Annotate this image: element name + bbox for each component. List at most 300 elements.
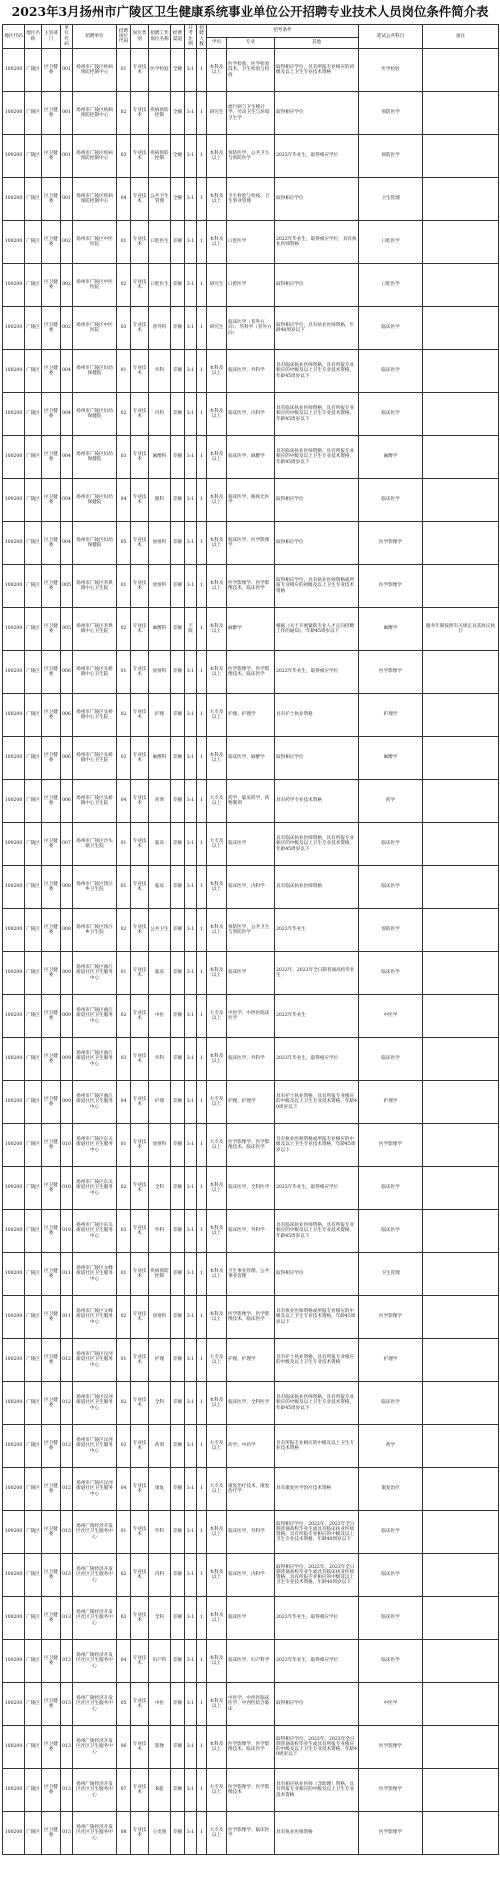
cell-major: 护理、护理学: [227, 1081, 275, 1124]
cell-unit-code: 001: [61, 178, 73, 221]
cell-exam: 医学影像学: [359, 1769, 423, 1812]
table-row: [3, 1726, 499, 1769]
cell-edu: 大专及以上: [207, 694, 227, 737]
cell-pos-code: 06: [117, 1726, 131, 1769]
cell-ratio: 3:1: [185, 221, 197, 264]
cell-dept: 区卫健委: [42, 1382, 61, 1425]
cell-exam: 麻醉学: [359, 737, 423, 780]
cell-count: 1: [197, 49, 207, 92]
cell-pos-name: 放射科: [149, 651, 171, 694]
cell-pos-cat: 专业技术: [131, 135, 149, 178]
cell-pos-cat: 专业技术: [131, 1769, 149, 1812]
cell-note: [423, 135, 499, 178]
cell-unit-name: 扬州广陵经济开发区社区卫生服务中心: [73, 1683, 117, 1726]
job-table: [2, 24, 499, 1855]
cell-note: [423, 1554, 499, 1597]
cell-area-code: 100200: [3, 479, 25, 522]
cell-count: 1: [197, 135, 207, 178]
cell-ratio: 3:1: [185, 1339, 197, 1382]
cell-dept: 区卫健委: [42, 995, 61, 1038]
cell-count: 1: [197, 436, 207, 479]
header-pos-cat: 岗位类别: [131, 25, 149, 49]
cell-count: 1: [197, 1812, 207, 1855]
header-ratio: 开考比例: [185, 25, 197, 49]
table-row: [3, 221, 499, 264]
cell-exam: 临床医学: [359, 393, 423, 436]
cell-pos-code: 01: [117, 866, 131, 909]
cell-dept: 区卫健委: [42, 307, 61, 350]
cell-area-code: 100200: [3, 823, 25, 866]
cell-unit-code: 002: [61, 264, 73, 307]
cell-ratio: 3:1: [185, 909, 197, 952]
cell-edu: 本科及以上: [207, 1683, 227, 1726]
cell-edu: 本科及以上: [207, 1597, 227, 1640]
cell-area-code: 100200: [3, 1038, 25, 1081]
cell-area-name: 广陵区: [25, 393, 42, 436]
cell-area-code: 100200: [3, 135, 25, 178]
cell-exam: 护理学: [359, 1339, 423, 1382]
cell-area-name: 广陵区: [25, 1812, 42, 1855]
cell-note: [423, 1812, 499, 1855]
cell-ratio: 3:1: [185, 651, 197, 694]
cell-exam: 临床医学: [359, 1597, 423, 1640]
cell-ratio: 3:1: [185, 1038, 197, 1081]
cell-count: 1: [197, 1511, 207, 1554]
table-row: [3, 1511, 499, 1554]
cell-pos-code: 04: [117, 780, 131, 823]
cell-pos-name: 中医: [149, 995, 171, 1038]
table-row: [3, 565, 499, 608]
cell-pos-name: 放射科: [149, 1124, 171, 1167]
cell-unit-code: 013: [61, 1812, 73, 1855]
cell-dept: 区卫健委: [42, 1124, 61, 1167]
cell-area-code: 100200: [3, 608, 25, 651]
cell-dept: 区卫健委: [42, 737, 61, 780]
cell-major: 医学影像学、医学影像技术、临床医学: [227, 1726, 275, 1769]
cell-funding: 差额: [171, 1511, 185, 1554]
cell-dept: 区卫健委: [42, 565, 61, 608]
cell-exam: 口腔医学: [359, 221, 423, 264]
cell-area-name: 广陵区: [25, 1210, 42, 1253]
cell-dept: 区卫健委: [42, 1081, 61, 1124]
cell-pos-code: 01: [117, 1339, 131, 1382]
header-conditions: 招考条件: [207, 25, 359, 38]
cell-dept: 区卫健委: [42, 952, 61, 995]
cell-area-name: 广陵区: [25, 651, 42, 694]
cell-funding: 差额: [171, 823, 185, 866]
cell-count: 1: [197, 1382, 207, 1425]
cell-count: 1: [197, 221, 207, 264]
cell-note: [423, 264, 499, 307]
cell-other: 2023年毕业生: [275, 909, 359, 952]
cell-note: [423, 1210, 499, 1253]
cell-exam: 临床医学: [359, 1382, 423, 1425]
cell-unit-code: 006: [61, 780, 73, 823]
header-area-code: 地区代码: [3, 25, 25, 49]
cell-unit-code: 004: [61, 522, 73, 565]
cell-other: 取得相应学位，2022年、2023年全日制普通高校毕业生或具有临床执业医师资格，具有所报专业相应的中级及以上卫生专业技术资格，年龄40周岁以下: [275, 1554, 359, 1597]
cell-pos-name: 疾病预防控制: [149, 92, 171, 135]
cell-ratio: 3:1: [185, 1726, 197, 1769]
cell-other: 取得相应学位，具有执业医师资格或所报专业相应的初级及以上卫生专业技术资格: [275, 565, 359, 608]
cell-exam: 临床医学: [359, 866, 423, 909]
cell-pos-code: 01: [117, 1124, 131, 1167]
cell-other: 具有护士执业资格，具有所报专业相应的中级及以上卫生专业技术资格: [275, 1339, 359, 1382]
cell-pos-name: 外科: [149, 1511, 171, 1554]
cell-ratio: 3:1: [185, 1683, 197, 1726]
cell-count: 1: [197, 1554, 207, 1597]
cell-exam: 临床医学: [359, 952, 423, 995]
cell-edu: 本科及以上: [207, 49, 227, 92]
cell-unit-code: 011: [61, 1296, 73, 1339]
cell-unit-name: 扬州广陵经济开发区社区卫生服务中心: [73, 1597, 117, 1640]
cell-count: 1: [197, 780, 207, 823]
cell-pos-code: 05: [117, 1683, 131, 1726]
cell-area-name: 广陵区: [25, 952, 42, 995]
cell-edu: 本科及以上: [207, 1253, 227, 1296]
cell-dept: 区卫健委: [42, 436, 61, 479]
cell-ratio: 3:1: [185, 92, 197, 135]
cell-pos-name: 口腔医生: [149, 221, 171, 264]
cell-note: [423, 1124, 499, 1167]
cell-pos-cat: 专业技术: [131, 608, 149, 651]
cell-note: [423, 780, 499, 823]
cell-exam: 预防医学: [359, 135, 423, 178]
cell-pos-code: 07: [117, 1769, 131, 1812]
cell-ratio: 3:1: [185, 49, 197, 92]
cell-dept: 区卫健委: [42, 1511, 61, 1554]
cell-count: 1: [197, 1124, 207, 1167]
cell-funding: 差额: [171, 995, 185, 1038]
cell-pos-name: 外科: [149, 350, 171, 393]
cell-unit-code: 013: [61, 1726, 73, 1769]
cell-count: 1: [197, 1296, 207, 1339]
cell-unit-code: 013: [61, 1769, 73, 1812]
cell-funding: 差额: [171, 565, 185, 608]
cell-area-name: 广陵区: [25, 1640, 42, 1683]
cell-ratio: 3:1: [185, 307, 197, 350]
cell-major: 临床医学: [227, 1597, 275, 1640]
cell-funding: 差额: [171, 1726, 185, 1769]
cell-unit-name: 扬州市广陵区曲江街道社区卫生服务中心: [73, 1081, 117, 1124]
cell-pos-cat: 专业技术: [131, 1812, 149, 1855]
cell-unit-name: 扬州市广陵区汶河街道社区卫生服务中心: [73, 1425, 117, 1468]
table-row: [3, 1468, 499, 1511]
cell-funding: 差额: [171, 780, 185, 823]
cell-funding: 差额: [171, 694, 185, 737]
cell-pos-code: 02: [117, 995, 131, 1038]
cell-dept: 区卫健委: [42, 49, 61, 92]
cell-area-code: 100200: [3, 1210, 25, 1253]
cell-area-name: 广陵区: [25, 49, 42, 92]
cell-dept: 区卫健委: [42, 1339, 61, 1382]
header-dept: 主管部门: [42, 25, 61, 49]
cell-area-name: 广陵区: [25, 1382, 42, 1425]
cell-unit-name: 扬州市广陵区妇幼保健院: [73, 479, 117, 522]
table-row: [3, 264, 499, 307]
cell-unit-code: 013: [61, 1511, 73, 1554]
cell-pos-code: 03: [117, 436, 131, 479]
cell-funding: 差额: [171, 952, 185, 995]
cell-major: 临床医学、麻醉学: [227, 436, 275, 479]
cell-unit-code: 006: [61, 737, 73, 780]
cell-funding: 差额: [171, 1683, 185, 1726]
cell-pos-code: 03: [117, 1210, 131, 1253]
cell-funding: 差额: [171, 1597, 185, 1640]
cell-unit-code: 007: [61, 823, 73, 866]
cell-note: [423, 1640, 499, 1683]
cell-area-code: 100200: [3, 866, 25, 909]
cell-area-name: 广陵区: [25, 135, 42, 178]
cell-count: 1: [197, 1769, 207, 1812]
cell-major: 药学、临床药学、药物制剂: [227, 780, 275, 823]
cell-area-code: 100200: [3, 1812, 25, 1855]
table-row: [3, 1038, 499, 1081]
cell-count: 1: [197, 995, 207, 1038]
cell-area-code: 100200: [3, 178, 25, 221]
cell-area-name: 广陵区: [25, 737, 42, 780]
cell-area-name: 广陵区: [25, 178, 42, 221]
cell-pos-cat: 专业技术: [131, 823, 149, 866]
cell-note: [423, 565, 499, 608]
cell-edu: 本科及以上: [207, 952, 227, 995]
cell-funding: 差额: [171, 393, 185, 436]
cell-other: 2023年毕业生，取得相应学位: [275, 1640, 359, 1683]
cell-major: 卫生事业管理、公共事业管理: [227, 1253, 275, 1296]
cell-pos-cat: 专业技术: [131, 1038, 149, 1081]
cell-note: [423, 92, 499, 135]
cell-area-code: 100200: [3, 995, 25, 1038]
cell-pos-cat: 专业技术: [131, 694, 149, 737]
cell-funding: 差额: [171, 1468, 185, 1511]
table-row: [3, 522, 499, 565]
cell-major: 临床医学、外科学: [227, 1210, 275, 1253]
cell-other: 取得相应学位: [275, 1253, 359, 1296]
cell-major: 护理、护理学: [227, 694, 275, 737]
cell-area-code: 100200: [3, 1081, 25, 1124]
cell-pos-cat: 专业技术: [131, 307, 149, 350]
cell-edu: 本科及以上: [207, 608, 227, 651]
cell-area-code: 100200: [3, 1511, 25, 1554]
cell-pos-name: 医学检验: [149, 49, 171, 92]
cell-note: [423, 479, 499, 522]
cell-other: 具有临床执业医师资格，具有所报专业相应的中级及以上卫生专业技术资格，年龄45周岁以下: [275, 1382, 359, 1425]
cell-pos-cat: 专业技术: [131, 737, 149, 780]
cell-funding: 差额: [171, 909, 185, 952]
cell-dept: 区卫健委: [42, 1468, 61, 1511]
cell-count: 1: [197, 1167, 207, 1210]
cell-edu: 本科及以上: [207, 737, 227, 780]
cell-edu: 本科及以上: [207, 651, 227, 694]
table-row: [3, 92, 499, 135]
cell-other: 取得相应学位: [275, 264, 359, 307]
cell-ratio: 3:1: [185, 178, 197, 221]
cell-unit-code: 010: [61, 1124, 73, 1167]
cell-other: 具有临床执业医师资格，具有所报专业相应的中级及以上卫生专业技术资格，年龄45周岁以下: [275, 1210, 359, 1253]
cell-ratio: 不限: [185, 608, 197, 651]
cell-funding: 差额: [171, 1425, 185, 1468]
table-row: [3, 995, 499, 1038]
cell-major: 医学影像学、临床医学: [227, 1812, 275, 1855]
cell-pos-cat: 专业技术: [131, 49, 149, 92]
cell-edu: 本科及以上: [207, 1296, 227, 1339]
cell-exam: 中医学: [359, 1683, 423, 1726]
cell-exam: 临床医学: [359, 1167, 423, 1210]
cell-unit-code: 011: [61, 1253, 73, 1296]
cell-pos-name: 放射科: [149, 522, 171, 565]
cell-ratio: 3:1: [185, 1554, 197, 1597]
cell-ratio: 3:1: [185, 565, 197, 608]
cell-count: 1: [197, 1726, 207, 1769]
cell-pos-code: 02: [117, 1382, 131, 1425]
cell-area-name: 广陵区: [25, 479, 42, 522]
cell-count: 1: [197, 479, 207, 522]
cell-funding: 差额: [171, 1769, 185, 1812]
cell-funding: 全额: [171, 92, 185, 135]
cell-unit-code: 008: [61, 909, 73, 952]
cell-note: [423, 1339, 499, 1382]
cell-count: 1: [197, 737, 207, 780]
cell-ratio: 3:1: [185, 780, 197, 823]
table-row: [3, 1640, 499, 1683]
cell-unit-name: 扬州市广陵区中医医院: [73, 307, 117, 350]
cell-unit-code: 012: [61, 1339, 73, 1382]
cell-exam: 临床医学: [359, 350, 423, 393]
cell-pos-cat: 专业技术: [131, 350, 149, 393]
cell-exam: 临床医学: [359, 1554, 423, 1597]
table-row: [3, 608, 499, 651]
table-row: [3, 780, 499, 823]
cell-note: [423, 1468, 499, 1511]
cell-other: 取得相应学位，2022年、2023年全日制普通高校毕业生或具有所报专业相应的中级及以上卫生专业技术资格，年龄40周岁以下: [275, 1726, 359, 1769]
cell-pos-code: 03: [117, 307, 131, 350]
cell-pos-cat: 专业技术: [131, 92, 149, 135]
cell-note: [423, 651, 499, 694]
cell-area-name: 广陵区: [25, 1296, 42, 1339]
cell-exam: 卫生管理: [359, 178, 423, 221]
cell-other: 具有执业医师资格或所报专业相应的中级及以上卫生专业技术资格，年龄45周岁以下: [275, 1124, 359, 1167]
cell-area-name: 广陵区: [25, 565, 42, 608]
cell-other: 具有药学专业技术资格: [275, 780, 359, 823]
table-row: [3, 1769, 499, 1812]
cell-area-code: 100200: [3, 1339, 25, 1382]
cell-pos-code: 02: [117, 608, 131, 651]
table-row: [3, 866, 499, 909]
cell-edu: 大专及以上: [207, 1769, 227, 1812]
table-row: [3, 909, 499, 952]
cell-major: 医学影像学、医学影像技术、临床医学: [227, 1124, 275, 1167]
cell-pos-code: 04: [117, 178, 131, 221]
cell-edu: 本科及以上: [207, 178, 227, 221]
cell-note: [423, 1253, 499, 1296]
cell-major: 临床医学、外科学: [227, 1038, 275, 1081]
cell-count: 1: [197, 350, 207, 393]
cell-unit-name: 扬州市广陵区汶河街道社区卫生服务中心: [73, 1382, 117, 1425]
cell-major: 麻醉学: [227, 608, 275, 651]
cell-other: 取得相应学位: [275, 479, 359, 522]
table-row: [3, 1683, 499, 1726]
cell-pos-code: 01: [117, 651, 131, 694]
cell-unit-name: 扬州市广陵区头桥镇中心卫生院: [73, 737, 117, 780]
cell-exam: 医学影像学: [359, 565, 423, 608]
cell-pos-code: 01: [117, 823, 131, 866]
cell-area-code: 100200: [3, 1726, 25, 1769]
cell-edu: 大专及以上: [207, 995, 227, 1038]
header-area-name: 地区名称: [25, 25, 42, 49]
cell-area-name: 广陵区: [25, 909, 42, 952]
cell-note: [423, 393, 499, 436]
cell-area-code: 100200: [3, 307, 25, 350]
cell-edu: 本科及以上: [207, 436, 227, 479]
cell-count: 1: [197, 1038, 207, 1081]
cell-pos-code: 02: [117, 694, 131, 737]
table-row: [3, 49, 499, 92]
cell-ratio: 3:1: [185, 1769, 197, 1812]
cell-major: 中医学、中西医临床医学、中西医结合临床: [227, 1683, 275, 1726]
cell-major: 临床医学、全科医学: [227, 1382, 275, 1425]
cell-pos-name: 护理: [149, 1081, 171, 1124]
cell-major: 临床医学、外科学: [227, 350, 275, 393]
cell-major: 临床医学、内科学: [227, 866, 275, 909]
table-row: [3, 823, 499, 866]
cell-area-code: 100200: [3, 1554, 25, 1597]
cell-edu: 本科及以上: [207, 1210, 227, 1253]
cell-unit-name: 扬州广陵经济开发区社区卫生服务中心: [73, 1726, 117, 1769]
cell-pos-code: 04: [117, 479, 131, 522]
cell-unit-code: 012: [61, 1382, 73, 1425]
table-row: [3, 1167, 499, 1210]
cell-area-code: 100200: [3, 1468, 25, 1511]
cell-unit-code: 009: [61, 952, 73, 995]
cell-major: 预防医学、公共卫生与预防医学: [227, 909, 275, 952]
cell-area-code: 100200: [3, 780, 25, 823]
cell-count: 1: [197, 909, 207, 952]
cell-dept: 区卫健委: [42, 866, 61, 909]
cell-count: 1: [197, 565, 207, 608]
cell-funding: 差额: [171, 737, 185, 780]
cell-dept: 区卫健委: [42, 780, 61, 823]
cell-pos-name: B超: [149, 1769, 171, 1812]
cell-major: 临床医学、医学影像学: [227, 522, 275, 565]
cell-unit-name: 扬州市广陵区汶河街道社区卫生服务中心: [73, 1468, 117, 1511]
table-row: [3, 350, 499, 393]
cell-count: 1: [197, 264, 207, 307]
cell-major: 临床医学、外科学: [227, 1511, 275, 1554]
cell-note: [423, 1296, 499, 1339]
header-funding: 经费渠道: [171, 25, 185, 49]
cell-area-name: 广陵区: [25, 1769, 42, 1812]
cell-exam: 预防医学: [359, 909, 423, 952]
cell-other: 2022年、2023年全日制普通高校毕业生: [275, 952, 359, 995]
cell-unit-code: 010: [61, 1210, 73, 1253]
cell-major: 医学影像学、医学影像技术、临床医学: [227, 565, 275, 608]
cell-pos-code: 02: [117, 92, 131, 135]
cell-major: 流行病与卫生统计学、劳动卫生与环境卫生学: [227, 92, 275, 135]
cell-other: 2023年毕业生，取得相应学位: [275, 1597, 359, 1640]
cell-area-name: 广陵区: [25, 1597, 42, 1640]
cell-other: 2023年毕业生，取得相应学位: [275, 1038, 359, 1081]
cell-count: 1: [197, 1683, 207, 1726]
header-pos-name: 招聘工作岗位名称: [149, 25, 171, 49]
cell-other: 具有护士执业资格: [275, 694, 359, 737]
cell-pos-cat: 专业技术: [131, 436, 149, 479]
cell-dept: 区卫健委: [42, 178, 61, 221]
cell-area-code: 100200: [3, 92, 25, 135]
cell-pos-name: 麻醉科: [149, 737, 171, 780]
cell-area-name: 广陵区: [25, 1683, 42, 1726]
cell-area-name: 广陵区: [25, 608, 42, 651]
header-major: 专业: [227, 38, 275, 49]
